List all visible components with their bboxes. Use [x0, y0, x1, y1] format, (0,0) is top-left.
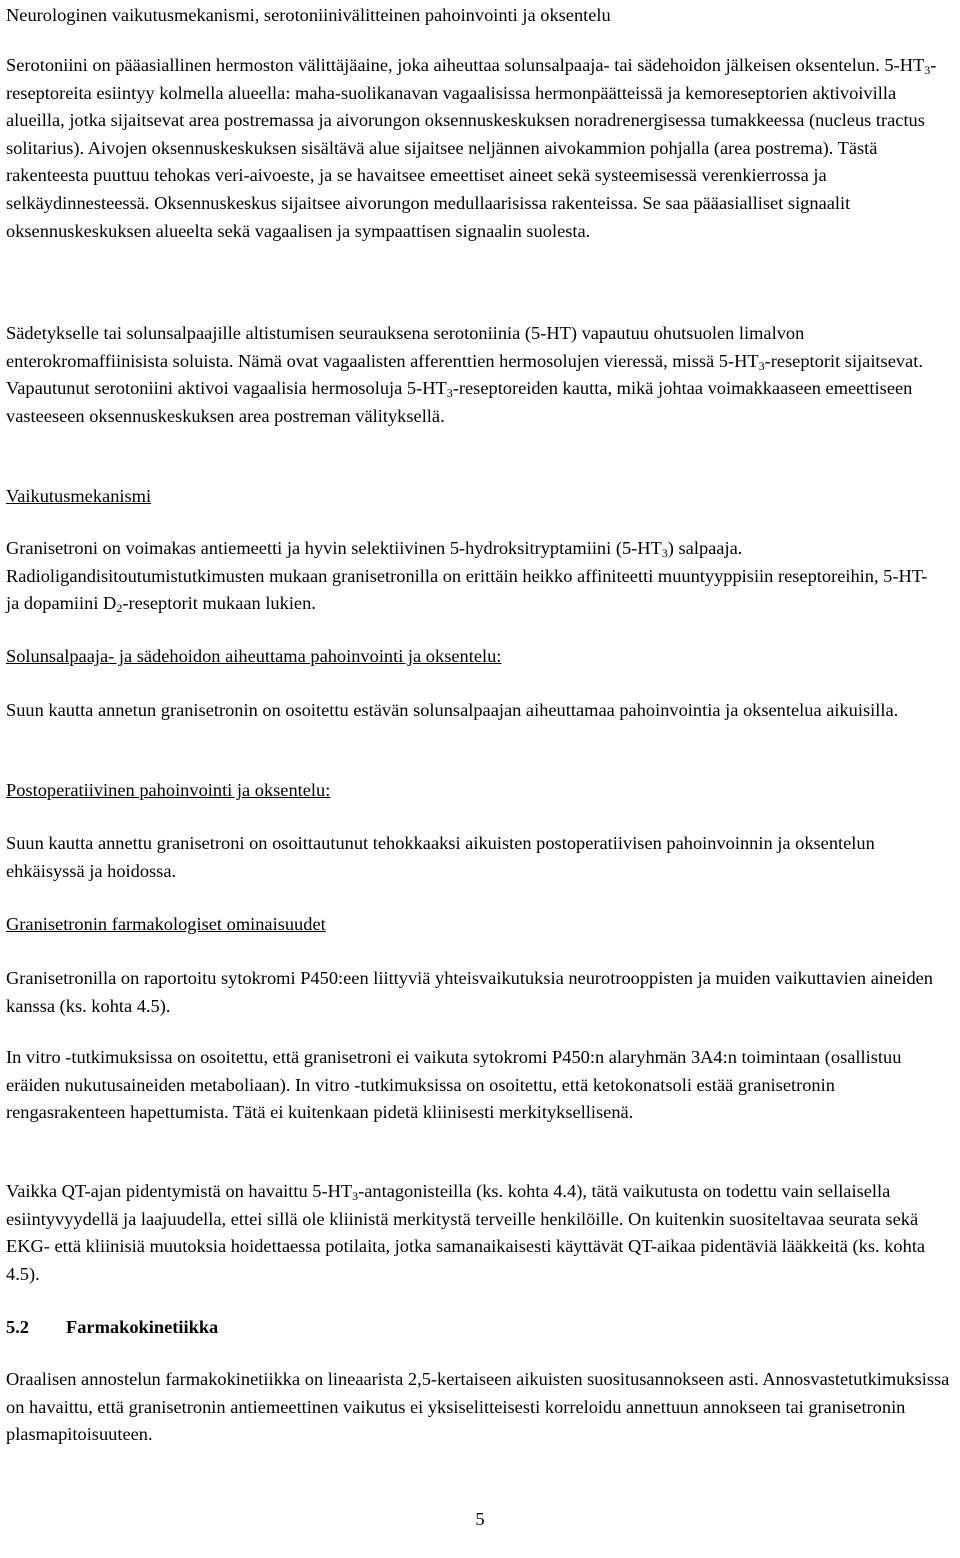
paragraph-text: Granisetroni on voimakas antiemeetti ja hyvin selektiivinen 5-hydroksitryptamiini (5-HT: [6, 538, 662, 558]
section-title: Farmakokinetiikka: [66, 1317, 219, 1337]
paragraph-text: Serotoniini on pääasiallinen hermoston välittäjäaine, joka aiheuttaa solunsalpaaja- tai sädehoidon jälkeisen oksentelun. 5-HT: [6, 55, 925, 75]
section-number: 5.2: [6, 1317, 29, 1337]
paragraph-cyp-interactions: Granisetronilla on raportoitu sytokromi P450:een liittyviä yhteisvaikutuksia neurotrooppisten ja muiden vaikuttavien aineiden kanssa (ks. kohta 4.5).: [6, 968, 934, 1016]
paragraph-mechanism: [6, 535, 941, 618]
paragraph-in-vitro: In vitro -tutkimuksissa on osoitettu, että granisetroni ei vaikuta sytokromi P450:n alaryhmän 3A4:n toimintaan (osallistuu eräiden nukutusaineiden metaboliaan). In vitro -tutkimuksissa on osoitettu, että ketokonatsoli estää granisetronin rengasrakenteen hapettumista. Tätä ei kuitenkaan pidetä kliinisesti merkityksellisenä.: [6, 1047, 902, 1123]
paragraph-serotonin-release: [6, 320, 941, 430]
paragraph-chemo-nausea: Suun kautta annetun granisetronin on osoitettu estävän solunsalpaajan aiheuttamaa pahoinvointia ja oksentelua aikuisilla.: [6, 700, 899, 720]
paragraph-qt-prolongation: [6, 1178, 941, 1288]
paragraph-serotonin-role: [6, 52, 941, 245]
paragraph-text: -reseptorit mukaan lukien.: [122, 593, 316, 614]
postop-nausea-heading: Postoperatiivinen pahoinvointi ja oksentelu:: [6, 780, 331, 800]
subscript: 3: [661, 546, 668, 560]
pharmacology-heading: Granisetronin farmakologiset ominaisuudet: [6, 914, 326, 934]
subscript: 2: [116, 601, 123, 616]
paragraph-postop-nausea: Suun kautta annettu granisetroni on osoittautunut tehokkaaksi aikuisten postoperatiivisen pahoinvoinnin ja oksentelun ehkäisyssä ja hoidossa.: [6, 833, 875, 881]
paragraph-text: -reseptoreiden kautta, mikä johtaa voimakkaaseen emeettiseen vasteeseen oksennuskeskuksen area postreman välityksellä.: [6, 378, 913, 426]
paragraph-text: -reseptorit sijaitsevat. Vapautunut serotoniini aktivoi vagaalisia hermosoluja 5-HT: [6, 350, 923, 399]
subscript: 3: [446, 386, 453, 401]
section-heading-5-2: [6, 1314, 218, 1342]
mechanism-heading: Vaikutusmekanismi: [6, 486, 152, 506]
paragraph-text: -antagonisteilla (ks. kohta 4.4), tätä vaikutusta on todettu vain sellaisella esiintyvyydellä ja laajuudella, ettei sillä ole kliinistä merkitystä terveille henkilöille. On kuitenkin suositeltavaa seurata sekä EKG- että kliinisiä muutoksia hoidettaessa potilaita, jotka samanaikaisesti käyttävät QT-aikaa pidentäviä lääkkeitä (ks. kohta 4.5).: [6, 1181, 926, 1284]
subscript: 3: [758, 358, 765, 373]
subscript: 3: [924, 63, 931, 77]
intro-heading: Neurologinen vaikutusmekanismi, serotoniinivälitteinen pahoinvointi ja oksentelu: [6, 5, 611, 25]
paragraph-text: ) salpaaja. Radioligandisitoutumistutkimusten mukaan granisetronilla on erittäin heikko affiniteetti muuntyyppisiin reseptoreihin, 5-HT- ja dopamiini D: [6, 538, 928, 614]
paragraph-pharmacokinetics: Oraalisen annostelun farmakokinetiikka on lineaarista 2,5-kertaiseen aikuisten suositusannokseen asti. Annosvastetutkimuksissa on havaittu, että granisetronin antiemeettinen vaikutus ei yksiselitteisesti korreloidu annettuun annokseen tai granisetronin plasmapitoisuuteen.: [6, 1369, 950, 1445]
subscript: 3: [352, 1189, 359, 1203]
page-number: 5: [475, 1509, 485, 1529]
chemo-nausea-heading: Solunsalpaaja- ja sädehoidon aiheuttama pahoinvointi ja oksentelu:: [6, 646, 502, 666]
paragraph-text: Vaikka QT-ajan pidentymistä on havaittu 5-HT: [6, 1181, 353, 1201]
paragraph-text: Sädetykselle tai solunsalpaajille altistumisen seurauksena serotoniinia (5-HT) vapautuu ohutsuolen limalvon enterokromaffiinisista soluista. Nämä ovat vagaalisten afferenttien hermosolujen vieressä, missä 5-HT: [6, 323, 805, 371]
paragraph-text: -reseptoreita esiintyy kolmella alueella: maha-suolikanavan vagaalisissa hermonpäätteissä ja kemoreseptorien aktivoivilla alueilla, jotka sijaitsevat area postremassa ja aivorungon oksennuskeskuksen noradrenergisessa tumakkeessa (nucleus tractus solitarius). Aivojen oksennuskeskuksen sisältävä alue sijaitsee neljännen aivokammion pohjalla (area postrema). Tästä rakenteesta puuttuu tehokas veri-aivoeste, ja se havaitsee emeettiset aineet sekä systeemisessä verenkierrossa ja selkäydinnesteessä. Oksennuskeskus sijaitsee aivorungon medullaarisissa rakenteissa. Se saa pääasialliset signaalit oksennuskeskuksen alueelta sekä vagaalisen ja sympaattisen signaalin suolesta.: [6, 55, 937, 241]
